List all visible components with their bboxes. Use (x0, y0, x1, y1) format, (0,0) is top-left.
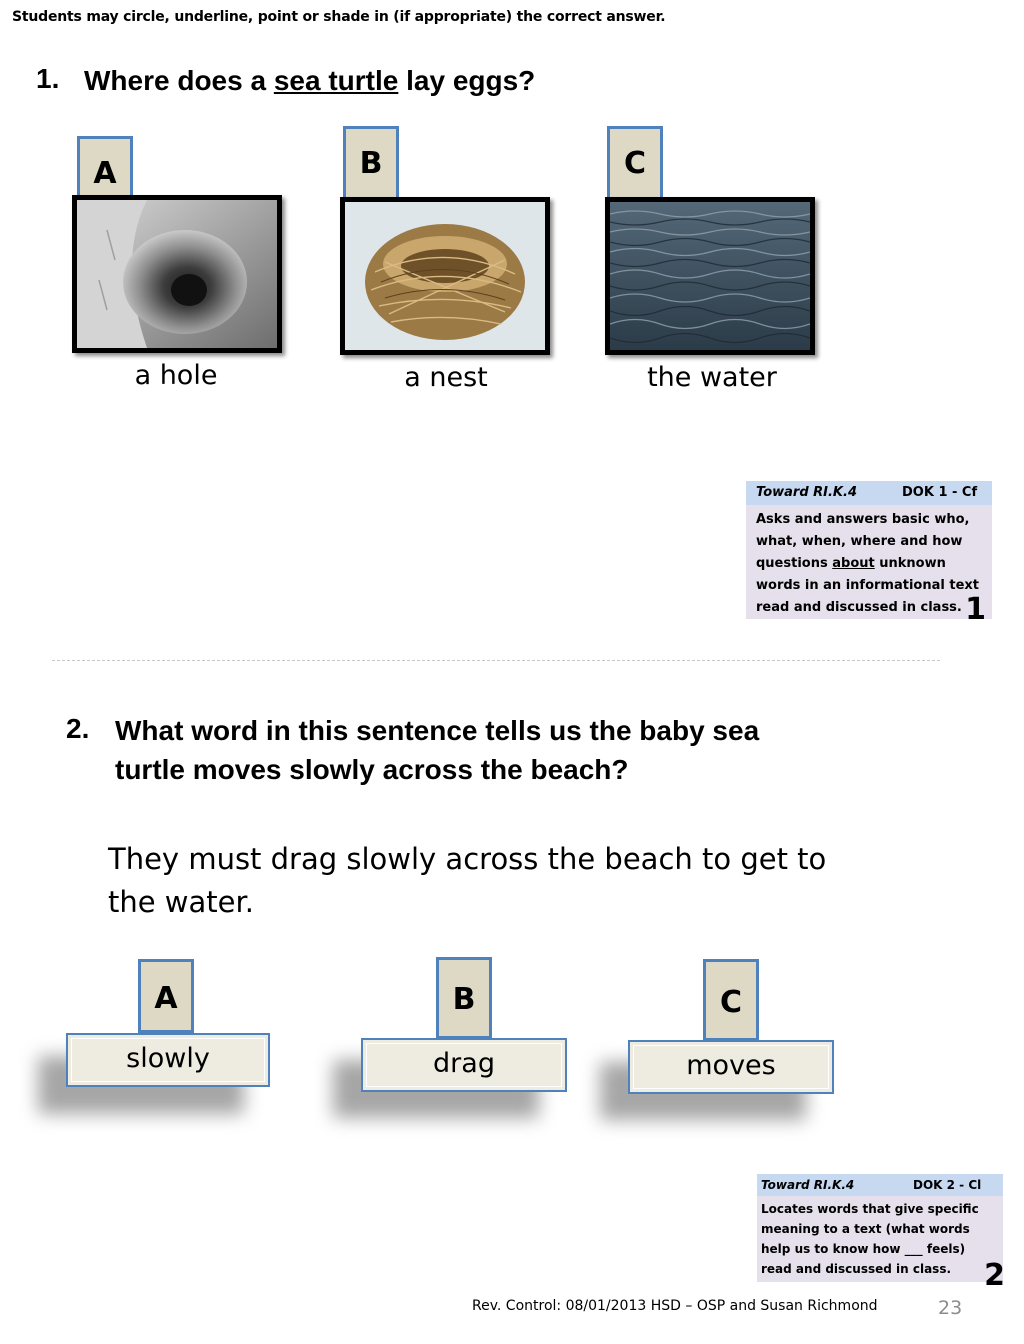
q1-option-c-image[interactable] (605, 197, 815, 355)
standard-code-1: Toward RI.K.4 (756, 485, 857, 500)
question-2-sentence: They must drag slowly across the beach to get to the water. (108, 842, 827, 919)
item-number-2: 2 (984, 1258, 1005, 1293)
q1-option-c-caption: the water (647, 362, 777, 393)
standard-text-1a: Asks and answers basic who, what, when, where and how questions (756, 512, 970, 571)
question-2-text: What word in this sentence tells us the baby sea turtle moves slowly across the beach? (115, 715, 760, 785)
q1-option-a-image[interactable] (72, 195, 282, 353)
q1-option-b-image[interactable] (340, 197, 550, 355)
q1-option-b-tab[interactable]: B (343, 126, 399, 202)
q2-option-c-tab[interactable]: C (703, 959, 759, 1041)
standard-text-1c: unknown words in an informational text read and discussed in class. (756, 556, 979, 615)
standard-header-2 (757, 1174, 1003, 1196)
bird-nest-photo (345, 202, 545, 350)
q1-option-a-tab[interactable]: A (77, 136, 133, 206)
standard-box-2 (757, 1174, 1005, 1293)
standard-description-1 (746, 505, 992, 627)
standard-code-2: Toward RI.K.4 (761, 1178, 855, 1192)
q1-option-a-caption: a hole (134, 360, 218, 391)
q1-option-b-caption: a nest (404, 362, 488, 393)
section-divider (52, 660, 940, 661)
standard-text-1b: about (832, 556, 875, 571)
question-2-number: 2. (66, 713, 90, 744)
hole-in-sand-photo (77, 200, 277, 348)
question-1-text (84, 61, 535, 100)
q2-option-b-word[interactable]: drag (361, 1038, 567, 1092)
standard-box-1 (746, 481, 992, 627)
standard-description-2 (757, 1196, 1005, 1293)
q1-option-c-tab[interactable]: C (607, 126, 663, 202)
q2-option-a-tab[interactable]: A (138, 959, 194, 1033)
rev-control: Rev. Control: 08/01/2013 HSD – OSP and Susan Richmond (472, 1298, 878, 1314)
page-number: 23 (938, 1297, 963, 1319)
question-1-text-after: lay eggs? (398, 65, 536, 96)
standard-text-2: Locates words that give specific meaning to a text (what words help us to know how ___ feels) read and discussed in class. (761, 1202, 979, 1276)
item-number-1: 1 (965, 592, 986, 627)
q2-option-a-word[interactable]: slowly (66, 1033, 270, 1087)
instructions: Students may circle, underline, point or shade in (if appropriate) the correct answer. (12, 9, 666, 25)
q2-option-c-word[interactable]: moves (628, 1040, 834, 1094)
standard-dok-1: DOK 1 - Cf (902, 485, 978, 500)
ocean-water-photo (610, 202, 810, 350)
standard-dok-2: DOK 2 - Cl (913, 1178, 982, 1192)
question-1-number: 1. (36, 63, 60, 94)
q2-option-b-tab[interactable]: B (436, 957, 492, 1039)
question-1-text-before: Where does a (84, 65, 274, 96)
standard-header-1 (746, 481, 992, 505)
question-1-text-underlined: sea turtle (273, 65, 399, 96)
